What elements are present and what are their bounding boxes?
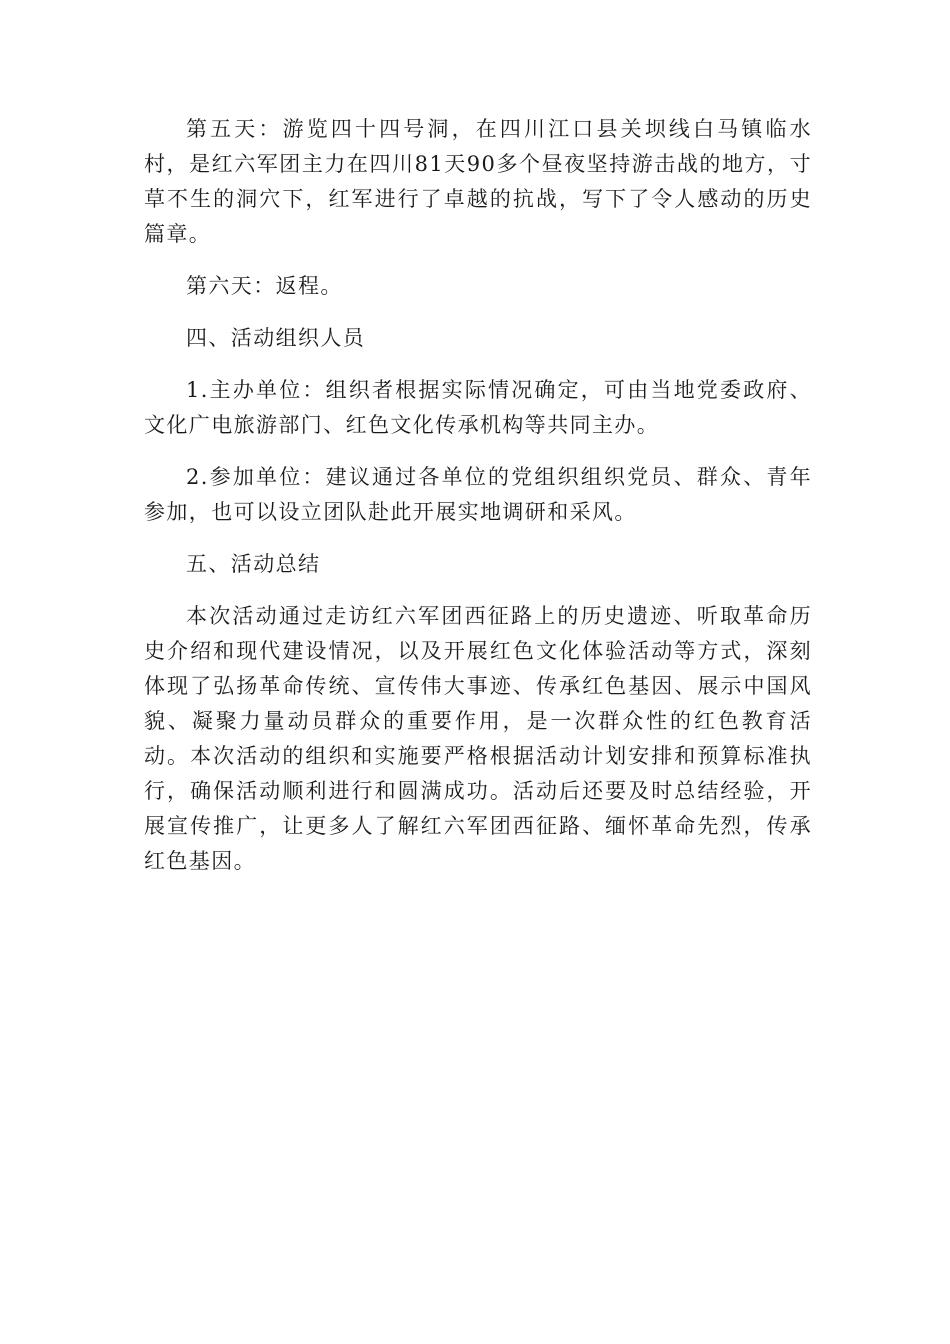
paragraph-day-six: 第六天：返程。 bbox=[186, 274, 343, 298]
section-heading-organizers: 四、活动组织人员 bbox=[186, 326, 366, 350]
paragraph-summary: 本次活动通过走访红六军团西征路上的历史遗迹、听取革命历史介绍和现代建设情况，以及开展红色文化体验活动等方式，深刻体现了弘扬革命传统、宣传伟大事迹、传承红色基因、展示中国风貌、凝聚力量动员群众的重要作用，是一次群众性的红色教育活动。本次活动的组织和实施要严格根据活动计划安排和预算标准执行，确保活动顺利进行和圆满成功。活动后还要及时总结经验，开展宣传推广，让更多人了解红六军团西征路、缅怀革命先烈，传承红色基因。 bbox=[144, 604, 812, 873]
paragraph-day-five: 第五天：游览四十四号洞，在四川江口县关坝线白马镇临水村，是红六军团主力在四川81天90多个昼夜坚持游击战的地方，寸草不生的洞穴下，红军进行了卓越的抗战，写下了令人感动的历史篇章。 bbox=[144, 117, 812, 246]
section-heading-summary: 五、活动总结 bbox=[186, 552, 321, 576]
paragraph-host-unit: 1.主办单位：组织者根据实际情况确定，可由当地党委政府、文化广电旅游部门、红色文化传承机构等共同主办。 bbox=[144, 378, 812, 437]
paragraph-participants: 2.参加单位：建议通过各单位的党组织组织党员、群众、青年参加，也可以设立团队赴此开展实地调研和采风。 bbox=[144, 465, 812, 524]
document-body bbox=[144, 112, 812, 896]
